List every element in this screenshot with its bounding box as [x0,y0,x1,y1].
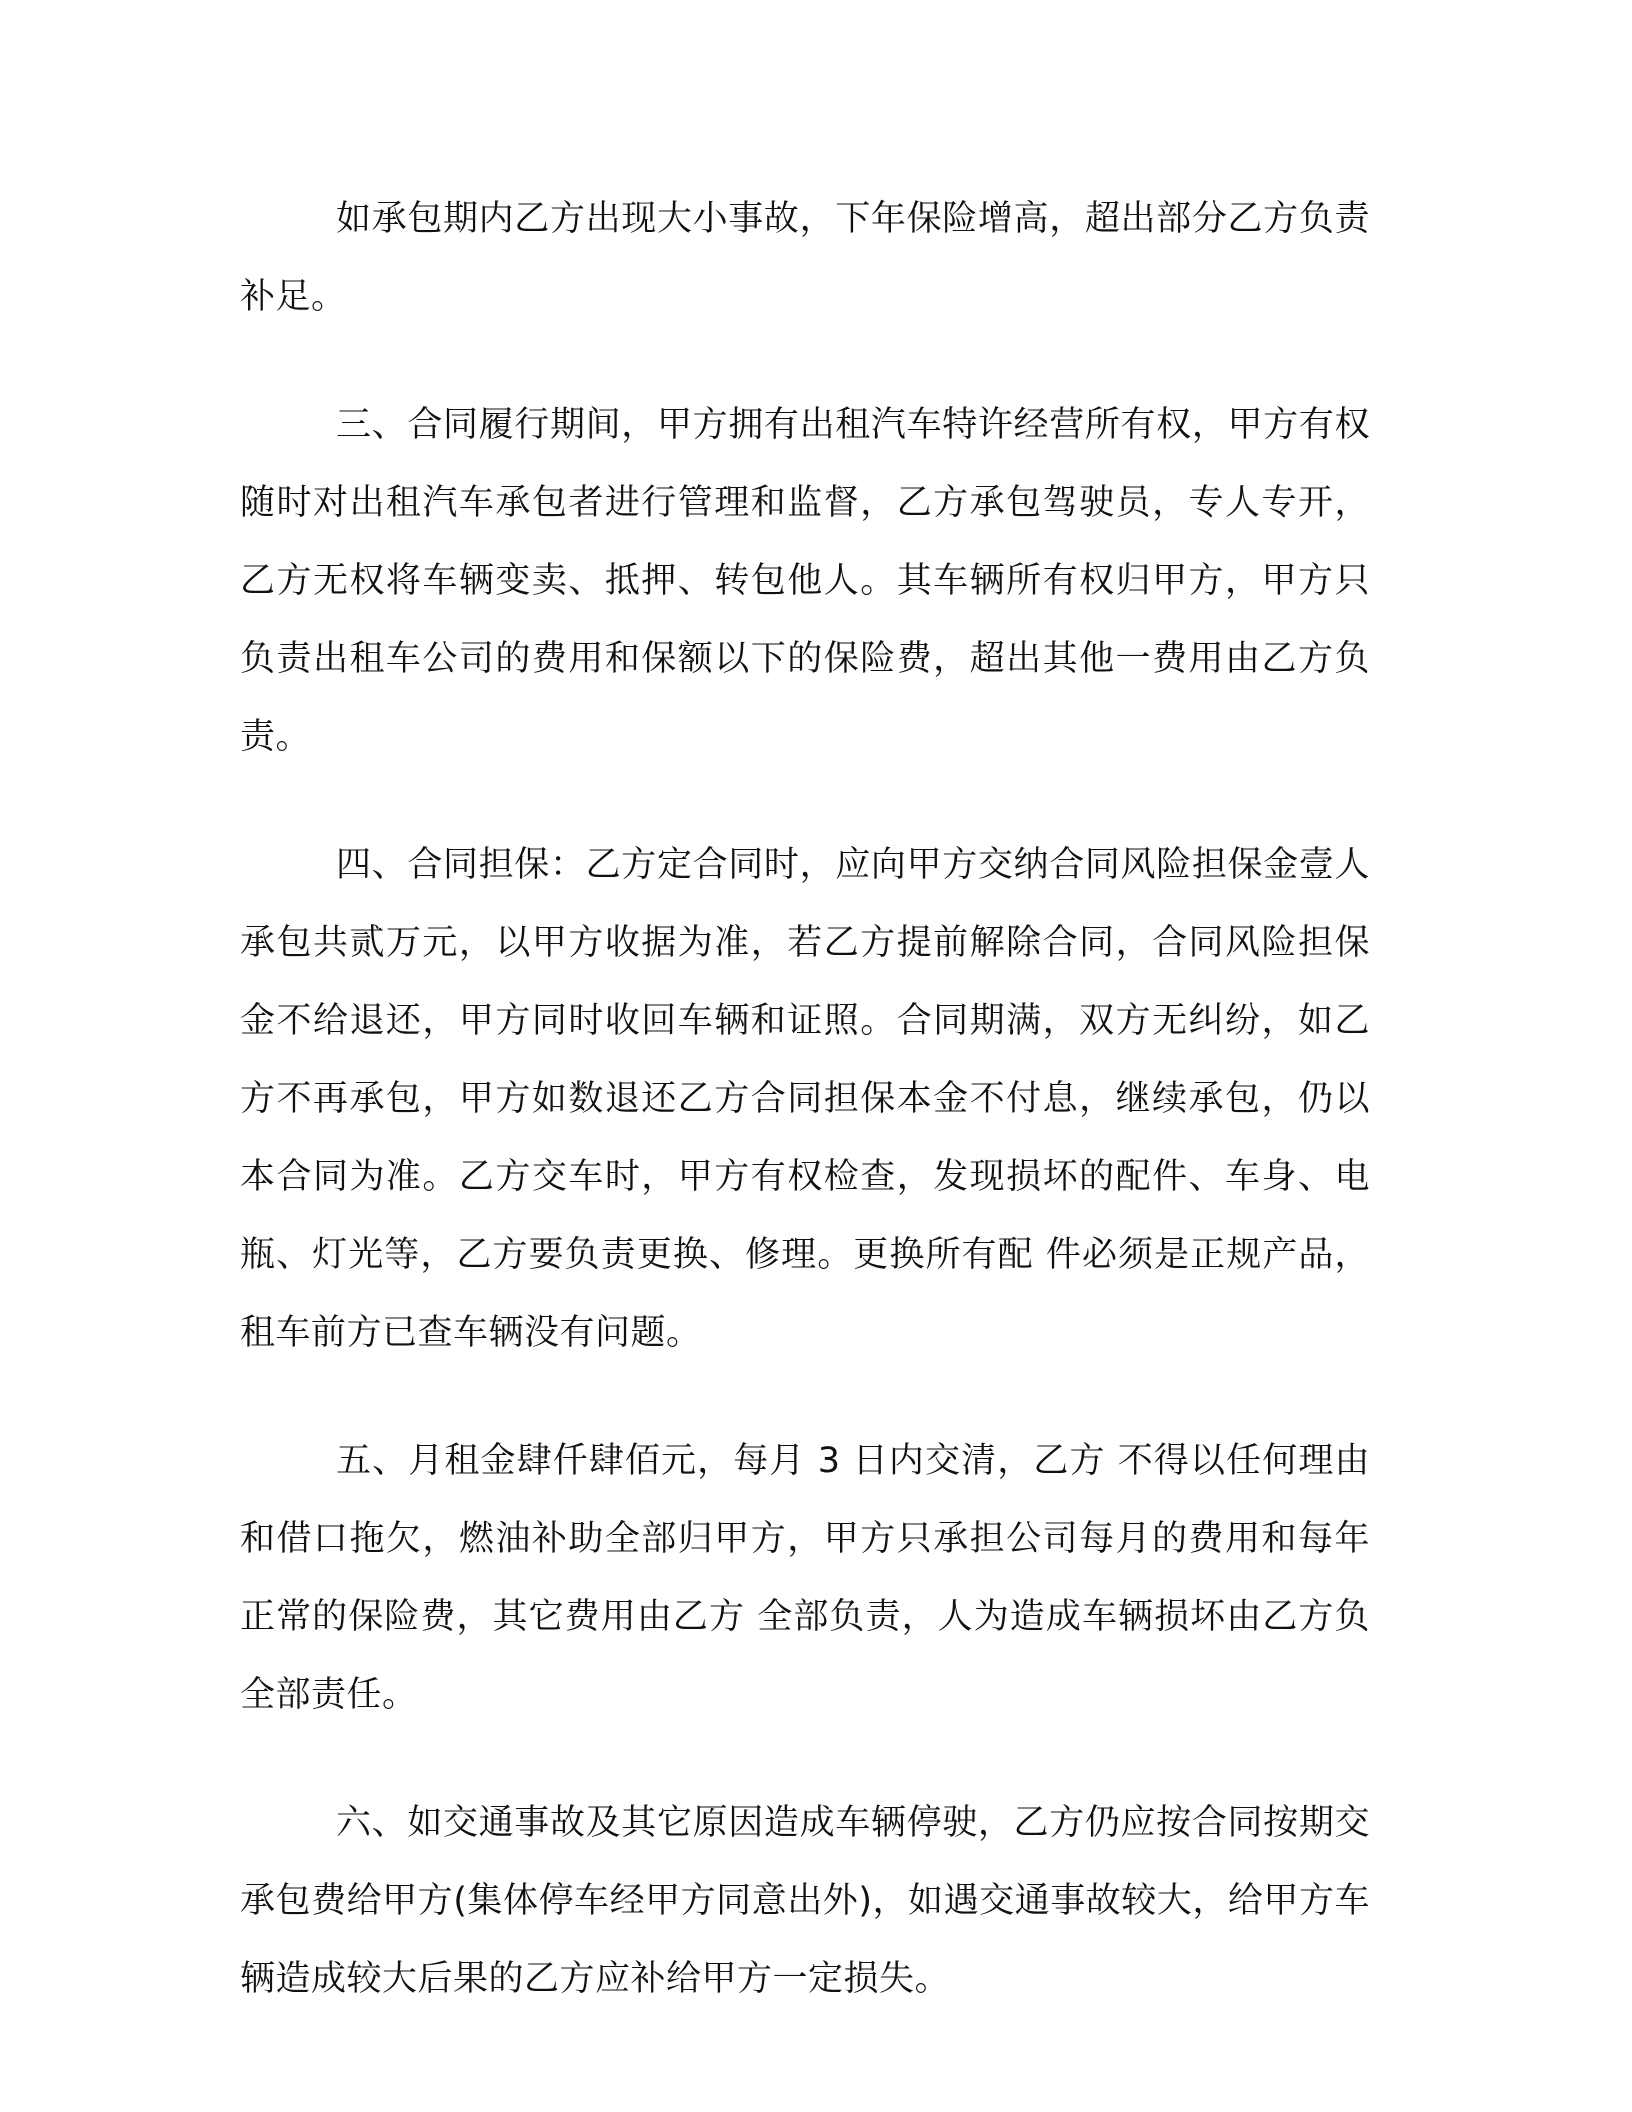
paragraph-clause-6: 六、如交通事故及其它原因造成车辆停驶，乙方仍应按合同按期交承包费给甲方(集体停车经甲方同意出外)，如遇交通事故较大，给甲方车辆造成较大后果的乙方应补给甲方一定损失。 [240,1803,1370,1999]
paragraph-clause-3: 三、合同履行期间，甲方拥有出租汽车特许经营所有权，甲方有权随时对出租汽车承包者进行管理和监督，乙方承包驾驶员，专人专开，乙方无权将车辆变卖、抵押、转包他人。其车辆所有权归甲方，甲方只负责出租车公司的费用和保额以下的保险费，超出其他一费用由乙方负责。 [240,405,1370,757]
paragraph-clause-4: 四、合同担保：乙方定合同时，应向甲方交纳合同风险担保金壹人承包共贰万元，以甲方收据为准，若乙方提前解除合同，合同风险担保金不给退还，甲方同时收回车辆和证照。合同期满，双方无纠纷，如乙方不再承包，甲方如数退还乙方合同担保本金不付息，继续承包，仍以本合同为准。乙方交车时，甲方有权检查，发现损坏的配件、车身、电瓶、灯光等，乙方要负责更换、修理。更换所有配 件必须是正规产品，租车前方已查车辆没有问题。 [240,845,1370,1353]
paragraph-insurance-increase: 如承包期内乙方出现大小事故，下年保险增高，超出部分乙方负责补足。 [240,199,1370,317]
document-body [240,180,1370,2018]
paragraph-clause-5: 五、月租金肆仟肆佰元，每月 3 日内交清，乙方 不得以任何理由和借口拖欠，燃油补助全部归甲方，甲方只承担公司每月的费用和每年正常的保险费，其它费用由乙方 全部负责，人为造成车辆损坏由乙方负全部责任。 [240,1441,1370,1715]
